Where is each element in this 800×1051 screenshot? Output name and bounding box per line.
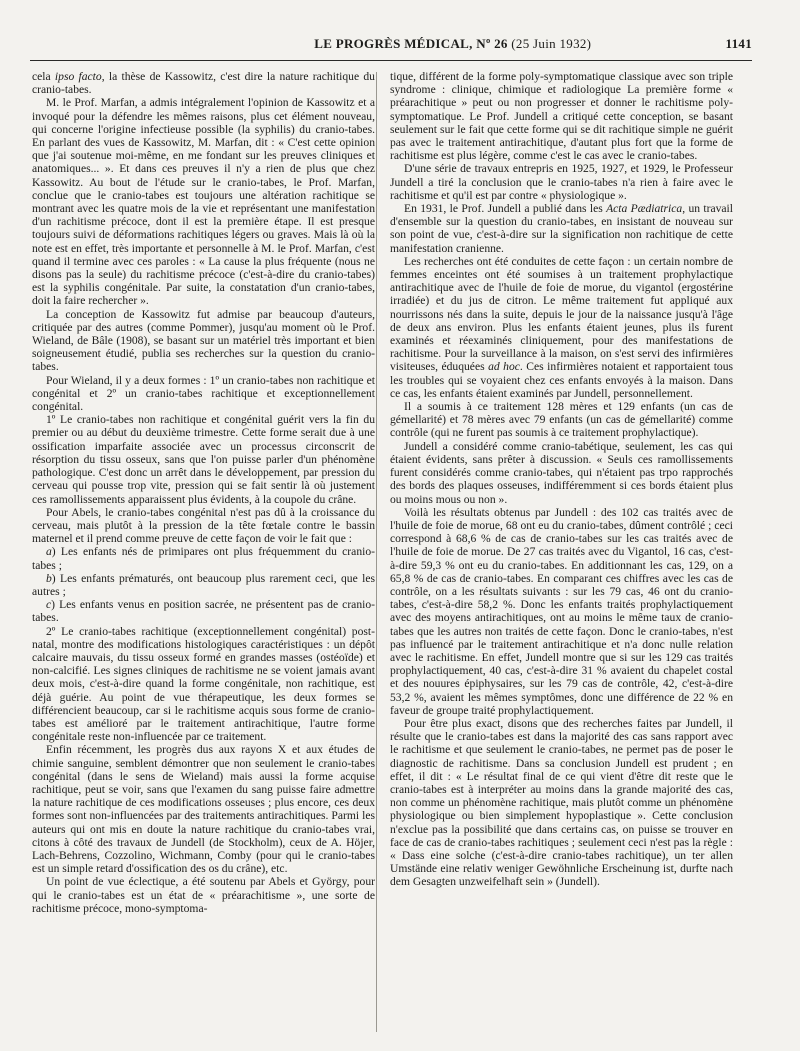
journal-title: LE PROGRÈS MÉDICAL, (314, 36, 473, 51)
column-divider (376, 72, 377, 1032)
paragraph (32, 625, 375, 744)
page-header (30, 36, 752, 56)
paragraph (390, 162, 733, 202)
italic-text: ad hoc (488, 360, 520, 374)
italic-text: a (46, 545, 52, 559)
text-run: cela (32, 70, 55, 83)
text-run: 2º Le cranio-tabes rachitique (exceptionnellement congénital) post-natal, montre des modifications histologiques caractéristiques : un dépôt calcaire mauvais, du tissu osseux formé en grandes masses (ostéoïde) et non-calcifié. Les signes cliniques de rachitisme ne se voient jamais avant deux mois, c'est-à-dire quand la forme congénitale, non rachitique, est déjà guérie. Au point de vue thérapeutique, les deux formes se différencient beaucoup, car si le rachitisme acquis sous forme de cranio-tabes est amélioré par le traitement antirachitique, l'autre forme congénitale reste non-influencée par ce traitement. (32, 624, 375, 744)
text-run: Il a soumis à ce traitement 128 mères et 129 enfants (un cas de gémellarité) et 78 mères avec 79 enfants (un cas de gémellarité) comme contrôle (qui ne furent pas soumis à ce traitement prophylactique). (390, 400, 733, 440)
text-run: En 1931, le Prof. Jundell a publié dans les (404, 202, 607, 216)
text-run: ) Les enfants prématurés, ont beaucoup plus rarement ceci, que les autres ; (32, 571, 375, 598)
paragraph (390, 400, 733, 440)
header-rule (30, 60, 752, 61)
text-run: , la thèse de Kassowitz, c'est dire la nature rachitique du cranio-tabes. (32, 70, 375, 97)
text-run: , un travail d'ensemble sur la question du cranio-tabes, en insistant de nouveau sur son point de vue, c'est-à-dire sur la signification non rachitique de cette manifestation cranienne. (390, 202, 734, 255)
italic-text: Acta Pædiatrica (606, 202, 683, 216)
text-run: Pour Abels, le cranio-tabes congénital n'est pas dû à la croissance du cerveau, mais plutôt à la pression de la tête fœtale contre le bassin maternel et il prend comme preuve de cette façon de voir le fait que : (32, 505, 375, 546)
italic-text: c (46, 598, 52, 612)
issue-date: (25 Juin 1932) (511, 36, 592, 51)
text-run: La conception de Kassowitz fut admise par beaucoup d'auteurs, critiquée par des autres (comme Pommer), jusqu'au moment où le Prof. Wieland, de Bâle (1908), se basant sur un matériel très important et bien soigneusement étudié, publia ses recherches sur la question du cranio-tabes. (32, 307, 375, 374)
text-run: Les recherches ont été conduites de cette façon : un certain nombre de femmes enceintes ont été soumises à un traitement prophylactique antirachitique avec de l'huile de foie de morue, du vigantol (ergostérine irradiée) et du jus de citron. Le même traitement fut appliqué aux nourrissons nés dans la suite, depuis le jour de la naissance jusqu'à l'âge de deux ans environ. Plus les enfants étaient jeunes, plus ils furent examinés et réexaminés cliniquement, pour des manifestations de rachitisme. Pour la surveillance à la maison, on s'est servi des infirmières visiteuses, éduquées (390, 254, 733, 374)
paragraph (32, 374, 375, 414)
left-column (32, 70, 375, 915)
paragraph (390, 440, 733, 506)
right-column (390, 70, 733, 889)
paragraph (32, 598, 375, 624)
paragraph (32, 413, 375, 505)
paragraph (32, 96, 375, 307)
page-number: 1141 (725, 36, 752, 51)
text-run: . Ces infirmières notaient et rapportaient tous les troubles qui se voyaient chez ces enfants envoyés à la maison. Dans ce cas, les enfants étaient examinés par Jundell, personnellement. (390, 360, 734, 400)
paragraph (390, 717, 733, 889)
text-run: Jundell a considéré comme cranio-tabétique, seulement, les cas qui étaient évidents, sans prêter à discussion. « Seuls ces ramollissements furent considérés comme cranio-tabes, qui n'étaient pas trpo rapprochés des bords des plaques osseuses, indifféremment si ces bords étaient plus ou moins mous ou non ». (390, 439, 733, 506)
paragraph (32, 506, 375, 546)
text-run: Voilà les résultats obtenus par Jundell : des 102 cas traités avec de l'huile de foie de morue, 68 ont eu du cranio-tabes, dûment contrôlé ; ceci correspond à 68,6 % de cas de cranio-tabes sur les cas traités avec de l'huile de foie de morue. De 27 cas traités avec du Vigantol, 16 cas, c'est-à-dire 59,3 % ont eu du cranio-tabes. En additionnant les cas, 129, on a 65,8 % de cas de cranio-tabes. En comparant ces chiffres avec les cas de contrôle, on a les résultats suivants : sur les 79 cas, 46 ont du cranio-tabes, c'est-à-dire 58,2 %. Donc les enfants traités prophylactiquement avec des moyens antirachitiques, ont au moins le même taux de cranio-tabes que les autres non traités de cette façon. Donc le cranio-tabes, n'est pas influencé par le traitement antirachitique et n'a donc nulle relation avec le rachitisme. En effet, Jundell montre que si sur les 129 cas traités prophylactiquement, 40 cas, c'est-à-dire 31 % avaient du chapelet costal et des nouures épiphysaires, sur les 79 cas de contrôle, 42, c'est-à-dire 53,2 %, avaient les mêmes symptômes, donc une différence de 22 % en faveur de groupe traité prophylactiquement. (390, 505, 733, 717)
text-run: tique, différent de la forme poly-symptomatique classique avec son triple syndrome : clinique, chimique et radiologique La première forme « préarachitique » peut ou non progresser et donner le rachitisme poly-symptomatique. Le Prof. Jundell a critiqué cette conception, se basant seulement sur le fait que cette forme qui se dit rachitique simple ne guérit pas avec le traitement antirachitique, d'autant plus fort que la forme de rachitisme est plus légère, comme c'est le cas avec le cranio-tabes. (390, 70, 733, 163)
paragraph (32, 743, 375, 875)
paragraph (390, 506, 733, 717)
text-run: ) Les enfants nés de primipares ont plus fréquemment du cranio-tabes ; (32, 545, 375, 572)
text-run: Un point de vue éclectique, a été soutenu par Abels et György, pour qui le cranio-tabes est un état de « préarachitisme », une sorte de rachitisme précoce, mono-symptoma- (32, 875, 375, 915)
paragraph (32, 70, 375, 96)
text-run: ) Les enfants venus en position sacrée, ne présentent pas de cranio-tabes. (32, 598, 375, 625)
issue-number: Nº 26 (476, 36, 508, 51)
text-run: Pour Wieland, il y a deux formes : 1º un cranio-tabes non rachitique et congénital et 2º un cranio-tabes rachitique et exceptionnellement congénital. (32, 373, 375, 414)
italic-text: b (46, 571, 52, 585)
paragraph (390, 70, 733, 162)
text-run: M. le Prof. Marfan, a admis intégralement l'opinion de Kassowitz et a invoqué pour la défendre les mêmes raisons, plus cet élément nouveau, qui concerne l'origine infectieuse possible (la syphilis) du cranio-tabes. En parlant des vues de Kassowitz, M. Marfan, dit : « C'est cette opinion que j'ai soutenue moi-même, en me fondant sur les preuves cliniques et anatomiques... ». Et dans ces preuves il n'y a rien de plus que chez Kassowitz. Au bout de l'étude sur le cranio-tabes, le Prof. Marfan, conclue que le cranio-tabes est toujours une altération rachitique se montrant avec les quatre mois de la vie et représentant une manifestation d'un rachitisme précoce, dont il est la première étape. Il est presque toujours suivi de déformations rachitiques légers ou graves. Mais là où la note est en effet, très importante et personnelle à M. le Prof. Marfan, c'est quand il termine avec ces paroles : « La cause la plus fréquente (nous ne disons pas la seule) du rachitisme précoce (c'est-à-dire du cranio-tabes) est la syphilis congénitale. Par suite, la constatation d'un cranio-tabes, doit la faire rechercher ». (32, 96, 375, 308)
paragraph (32, 572, 375, 598)
text-run: Enfin récemment, les progrès dus aux rayons X et aux études de chimie sanguine, semblent démontrer que non seulement le cranio-tabes congénital (dans le sens de Wieland) mais aussi la forme acquise rachitique, peut se voir, sans que l'examen du sang puisse faire admettre la nature rachitique de ces modifications osseuses ; plus encore, ces deux formes sont non-influencées par des traitements antirachitiques. Parmi les auteurs qui ont mis en doute la nature rachitique du cranio-tabes vrai, citons à côté des travaux de Jundell (de Stockholm), ceux de A. Höjer, Lach-Behrens, Cozzolino, Wichmann, Comby (pour qui le cranio-tabes est un simple retard d'ossification des os du crâne), etc. (32, 743, 375, 876)
paragraph (32, 545, 375, 571)
paragraph (390, 202, 733, 255)
text-run: 1º Le cranio-tabes non rachitique et congénital guérit vers la fin du premier ou au début du deuxième trimestre. Cette forme serait due à une ossification imparfaite associée avec un processus circonscrit de résorption du tissu osseux, sans que l'on puisse parler d'un phénomène pathologique. C'est donc un arrêt dans le développement, par pression du cerveau qui pousse trop vite, pression qui se fait sentir là où justement ces ramollissements apparaissent plus évidents, à la coupole du crâne. (32, 413, 375, 506)
italic-text: ipso facto (54, 70, 102, 83)
paragraph (32, 875, 375, 915)
text-run: Pour être plus exact, disons que des recherches faites par Jundell, il résulte que le cranio-tabes est dans la majorité des cas sans rapport avec le rachitisme et que seulement le cranio-tabes, ne permet pas de poser le diagnostic de rachitisme. Dans sa conclusion Jundell est prudent ; en effet, il dit : « Le résultat final de ce qui vient d'être dit reste que le cranio-tabes est à interpréter au moins dans la grande majorité des cas, non comme un phénomène rachitique, mais plutôt comme un phénomène physiologique ou bien simplement hypoplastique ». Cette conclusion n'exclue pas la possibilité que dans certains cas, on puisse se trouver en face de cas de cranio-tabes rachitiques ; seulement ceci n'est pas la règle : « Dass eine solche (c'est-à-dire cranio-tabes rachitique), un ter allen Umstände eine relativ weniger Gewöhnliche Erscheinung ist, durfte nach dem Gesagten unzweifelhaft sein » (Jundell). (390, 716, 733, 889)
paragraph (390, 255, 733, 400)
text-run: D'une série de travaux entrepris en 1925, 1927, et 1929, le Professeur Jundell a tiré la conclusion que le cranio-tabes n'a rien à faire avec le rachitisme et qu'il est par contre « physiologique ». (390, 162, 733, 202)
paragraph (32, 308, 375, 374)
running-head (314, 36, 591, 52)
